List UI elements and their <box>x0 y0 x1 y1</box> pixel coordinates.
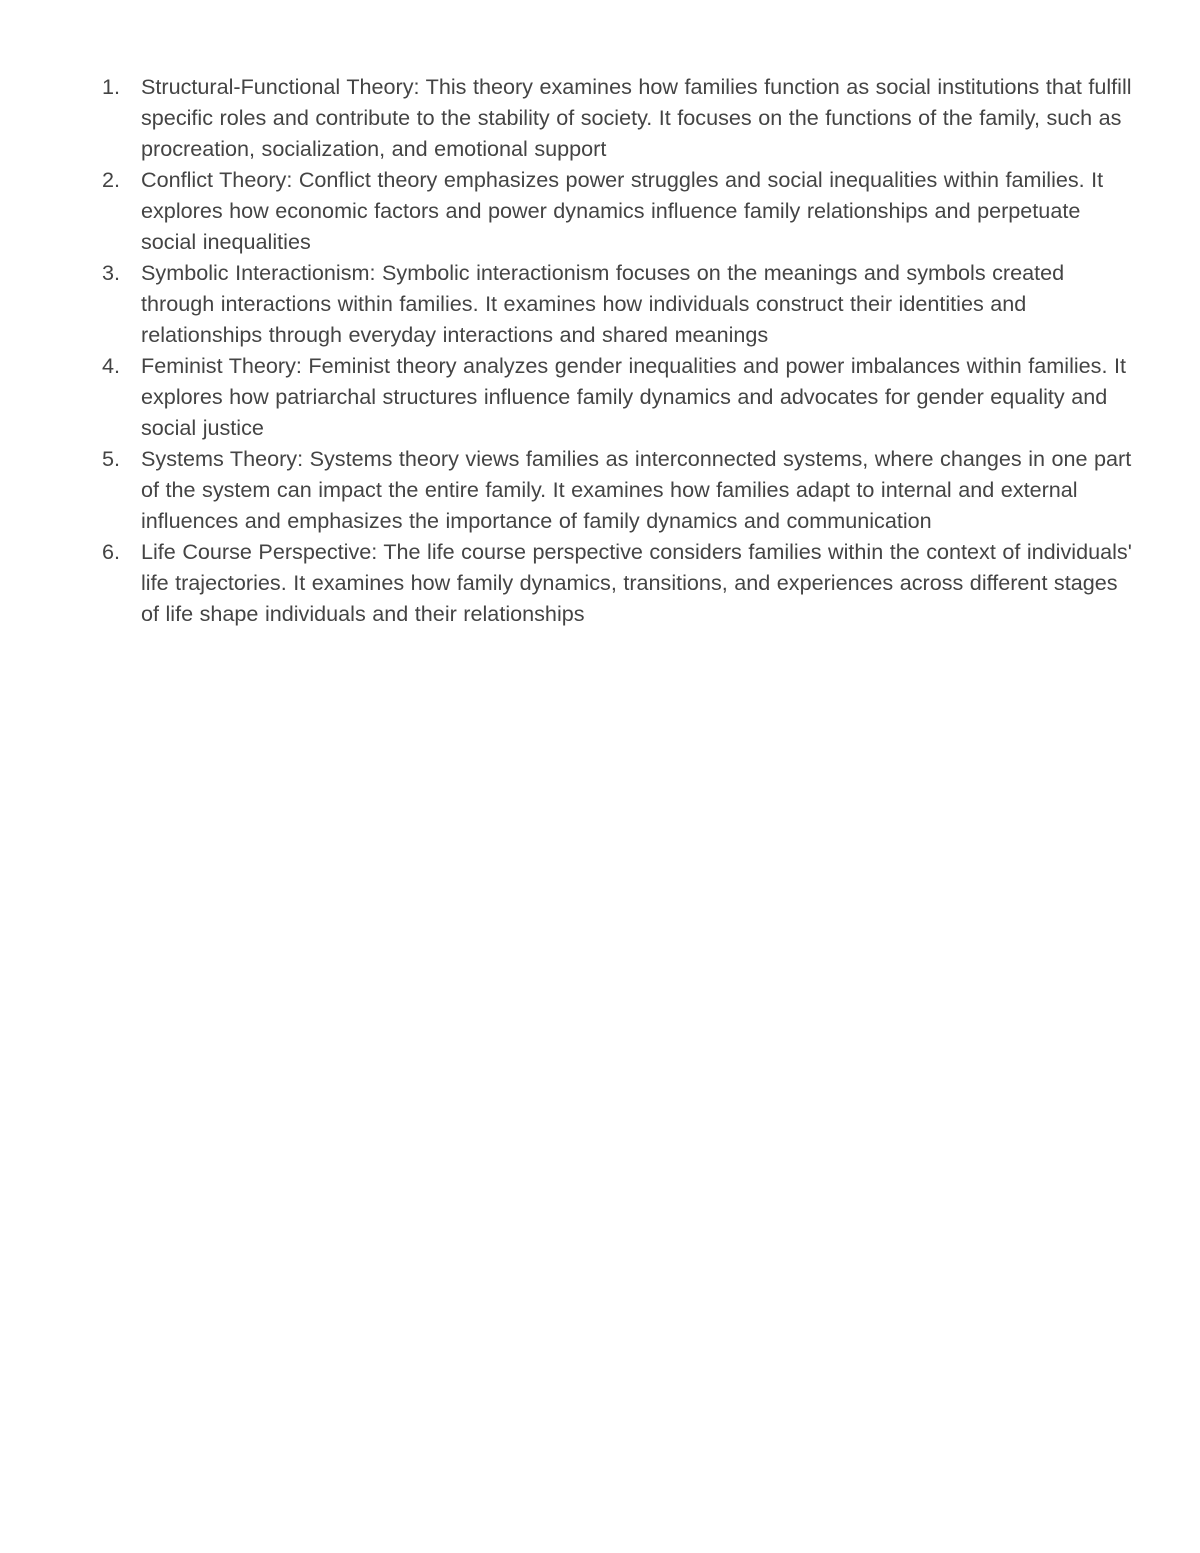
list-item-text: Feminist Theory: Feminist theory analyzes gender inequalities and power imbalances within families. It explores how patriarchal structures influence family dynamics and advocates for gender equality and social justice <box>141 353 1126 440</box>
list-item-life-course-perspective <box>102 536 1132 629</box>
list-item-text: Life Course Perspective: The life course perspective considers families within the context of individuals' life trajectories. It examines how family dynamics, transitions, and experiences across different stages of life shape individuals and their relationships <box>141 539 1132 626</box>
list-item-text: Structural-Functional Theory: This theory examines how families function as social institutions that fulfill specific roles and contribute to the stability of society. It focuses on the functions of the family, such as procreation, socialization, and emotional support <box>141 74 1132 161</box>
list-item-number: 6. <box>102 539 121 564</box>
list-item-text: Conflict Theory: Conflict theory emphasizes power struggles and social inequalities within families. It explores how economic factors and power dynamics influence family relationships and perpetuate social inequalities <box>141 167 1104 254</box>
list-item-structural-functional <box>102 71 1132 164</box>
list-item-conflict-theory <box>102 164 1132 257</box>
list-item-systems-theory <box>102 443 1132 536</box>
list-item-feminist-theory <box>102 350 1132 443</box>
theories-list <box>102 71 1132 629</box>
list-item-number: 5. <box>102 446 121 471</box>
list-item-number: 4. <box>102 353 121 378</box>
list-item-text: Systems Theory: Systems theory views families as interconnected systems, where changes in one part of the system can impact the entire family. It examines how families adapt to internal and external influences and emphasizes the importance of family dynamics and communication <box>141 446 1132 533</box>
list-item-number: 1. <box>102 74 121 99</box>
list-item-symbolic-interactionism <box>102 257 1132 350</box>
list-item-text: Symbolic Interactionism: Symbolic interactionism focuses on the meanings and symbols created through interactions within families. It examines how individuals construct their identities and relationships through everyday interactions and shared meanings <box>141 260 1065 347</box>
list-item-number: 3. <box>102 260 121 285</box>
list-item-number: 2. <box>102 167 121 192</box>
